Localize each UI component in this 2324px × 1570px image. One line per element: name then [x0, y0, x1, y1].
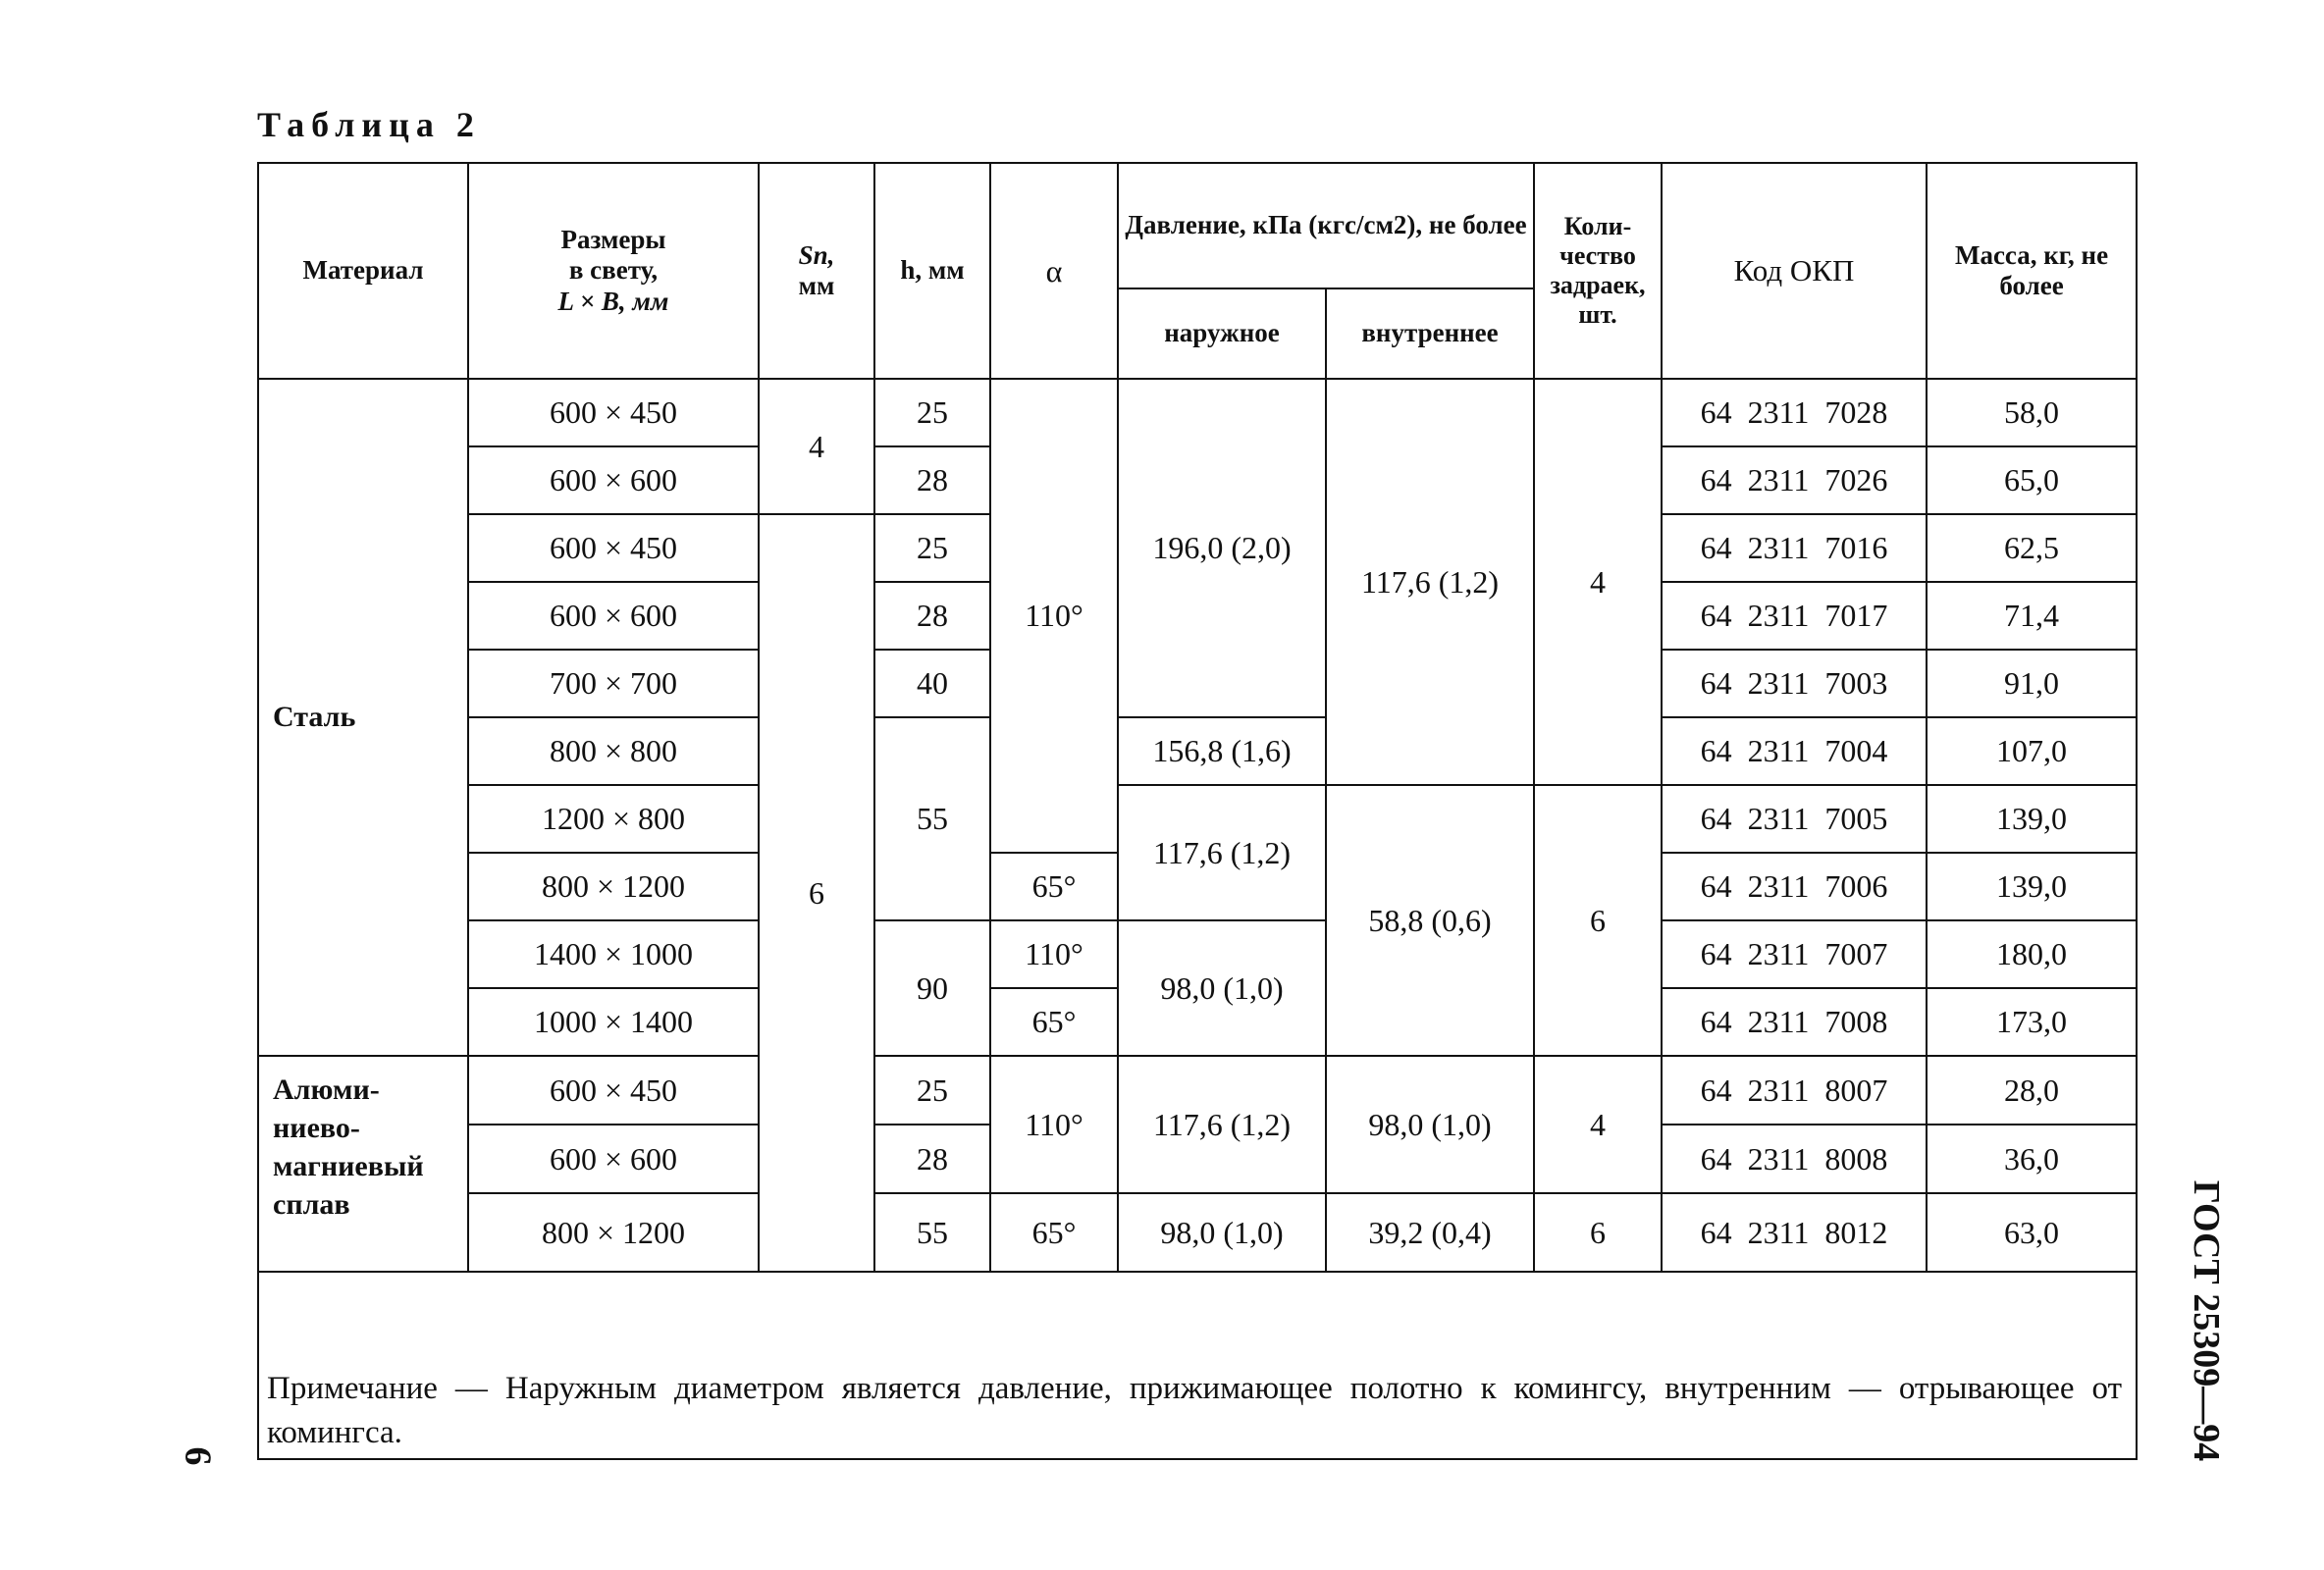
header-size-line2: в свету,: [568, 255, 659, 286]
mass-cell: 65,0: [1927, 446, 2137, 514]
inner-pressure-cell: 58,8 (0,6): [1326, 785, 1534, 1056]
okp-cell: 64 2311 7003: [1662, 650, 1927, 717]
alpha-cell: 110°: [990, 379, 1118, 853]
okp-cell: 64 2311 7026: [1662, 446, 1927, 514]
h-cell: 25: [874, 1056, 990, 1125]
size-cell: 600 × 600: [468, 582, 759, 650]
mass-cell: 139,0: [1927, 785, 2137, 853]
count-cell: 6: [1534, 785, 1662, 1056]
header-pressure-outer: наружное: [1118, 288, 1326, 379]
okp-cell: 64 2311 7007: [1662, 920, 1927, 988]
okp-cell: 64 2311 7005: [1662, 785, 1927, 853]
table-row: [258, 1056, 2137, 1125]
note-label: Примечание: [267, 1371, 438, 1406]
outer-pressure-cell: 98,0 (1,0): [1118, 920, 1326, 1056]
sp-cell: 4: [759, 379, 874, 514]
outer-pressure-cell: 117,6 (1,2): [1118, 1056, 1326, 1193]
header-row-1: [258, 163, 2137, 288]
okp-cell: 64 2311 7017: [1662, 582, 1927, 650]
alpha-cell: 110°: [990, 920, 1118, 988]
size-cell: 600 × 600: [468, 446, 759, 514]
size-cell: 1000 × 1400: [468, 988, 759, 1056]
table-row: [258, 785, 2137, 853]
size-cell: 600 × 450: [468, 514, 759, 582]
count-cell: 6: [1534, 1193, 1662, 1272]
inner-pressure-cell: 98,0 (1,0): [1326, 1056, 1534, 1193]
table-caption: Таблица 2: [257, 105, 481, 144]
note-row: [258, 1272, 2137, 1459]
alpha-cell: 65°: [990, 1193, 1118, 1272]
size-cell: 800 × 1200: [468, 1193, 759, 1272]
count-cell: 4: [1534, 1056, 1662, 1193]
header-material: Материал: [258, 163, 468, 379]
header-h: h, мм: [874, 163, 990, 379]
okp-cell: 64 2311 8008: [1662, 1125, 1927, 1193]
h-cell: 40: [874, 650, 990, 717]
table-row: [258, 379, 2137, 446]
size-cell: 800 × 1200: [468, 853, 759, 920]
h-cell: 55: [874, 1193, 990, 1272]
okp-cell: 64 2311 7004: [1662, 717, 1927, 785]
mass-cell: 139,0: [1927, 853, 2137, 920]
table-row: [258, 920, 2137, 988]
note-cell: [258, 1272, 2137, 1459]
mass-cell: 173,0: [1927, 988, 2137, 1056]
header-sp-unit: мм: [798, 271, 835, 300]
table-row: [258, 717, 2137, 785]
header-pressure: Давление, кПа (кгс/см2), не более: [1118, 163, 1534, 288]
table-row: [258, 1193, 2137, 1272]
mass-cell: 58,0: [1927, 379, 2137, 446]
note: [259, 1273, 2136, 1458]
sp-cell: 6: [759, 514, 874, 1272]
header-size-line1: Размеры: [560, 225, 666, 255]
okp-cell: 64 2311 7016: [1662, 514, 1927, 582]
page-number: 6: [177, 1446, 219, 1466]
outer-pressure-cell: 117,6 (1,2): [1118, 785, 1326, 920]
size-cell: 600 × 600: [468, 1125, 759, 1193]
h-cell: 25: [874, 379, 990, 446]
mass-cell: 71,4: [1927, 582, 2137, 650]
doc-code: [2177, 1179, 2236, 1462]
count-cell: 4: [1534, 379, 1662, 785]
header-count: Коли-чество задраек, шт.: [1534, 163, 1662, 379]
header-okp: Код ОКП: [1662, 163, 1927, 379]
header-mass: Масса, кг, не более: [1927, 163, 2137, 379]
header-sp: [759, 163, 874, 379]
outer-pressure-cell: 196,0 (2,0): [1118, 379, 1326, 717]
size-cell: 1400 × 1000: [468, 920, 759, 988]
h-cell: 90: [874, 920, 990, 1056]
mass-cell: 180,0: [1927, 920, 2137, 988]
h-cell: 28: [874, 446, 990, 514]
doc-code-text: ГОСТ 25309—94: [2186, 1179, 2227, 1462]
okp-cell: 64 2311 7006: [1662, 853, 1927, 920]
data-table: [257, 162, 2138, 1460]
header-size-line3: L × B, мм: [557, 286, 669, 316]
material-alloy: Алюми-ниево-магниевый сплав: [258, 1056, 468, 1272]
mass-cell: 36,0: [1927, 1125, 2137, 1193]
h-cell: 25: [874, 514, 990, 582]
okp-cell: 64 2311 8007: [1662, 1056, 1927, 1125]
inner-pressure-cell: 39,2 (0,4): [1326, 1193, 1534, 1272]
mass-cell: 63,0: [1927, 1193, 2137, 1272]
outer-pressure-cell: 98,0 (1,0): [1118, 1193, 1326, 1272]
outer-pressure-cell: 156,8 (1,6): [1118, 717, 1326, 785]
mass-cell: 91,0: [1927, 650, 2137, 717]
okp-cell: 64 2311 8012: [1662, 1193, 1927, 1272]
alpha-cell: 65°: [990, 853, 1118, 920]
note-text: — Наружным диаметром является давление, прижимающее полотно к комингсу, внутренним — отрывающее от комингса.: [267, 1371, 2123, 1450]
alpha-cell: 110°: [990, 1056, 1118, 1193]
size-cell: 600 × 450: [468, 379, 759, 446]
alpha-cell: 65°: [990, 988, 1118, 1056]
okp-cell: 64 2311 7008: [1662, 988, 1927, 1056]
size-cell: 800 × 800: [468, 717, 759, 785]
header-size: [468, 163, 759, 379]
mass-cell: 28,0: [1927, 1056, 2137, 1125]
mass-cell: 62,5: [1927, 514, 2137, 582]
size-cell: 1200 × 800: [468, 785, 759, 853]
inner-pressure-cell: 117,6 (1,2): [1326, 379, 1534, 785]
header-pressure-inner: внутреннее: [1326, 288, 1534, 379]
size-cell: 700 × 700: [468, 650, 759, 717]
h-cell: 28: [874, 1125, 990, 1193]
header-alpha: α: [990, 163, 1118, 379]
h-cell: 28: [874, 582, 990, 650]
material-steel: Сталь: [258, 379, 468, 1056]
okp-cell: 64 2311 7028: [1662, 379, 1927, 446]
h-cell: 55: [874, 717, 990, 920]
mass-cell: 107,0: [1927, 717, 2137, 785]
header-sp-label: Sп,: [798, 239, 835, 270]
size-cell: 600 × 450: [468, 1056, 759, 1125]
